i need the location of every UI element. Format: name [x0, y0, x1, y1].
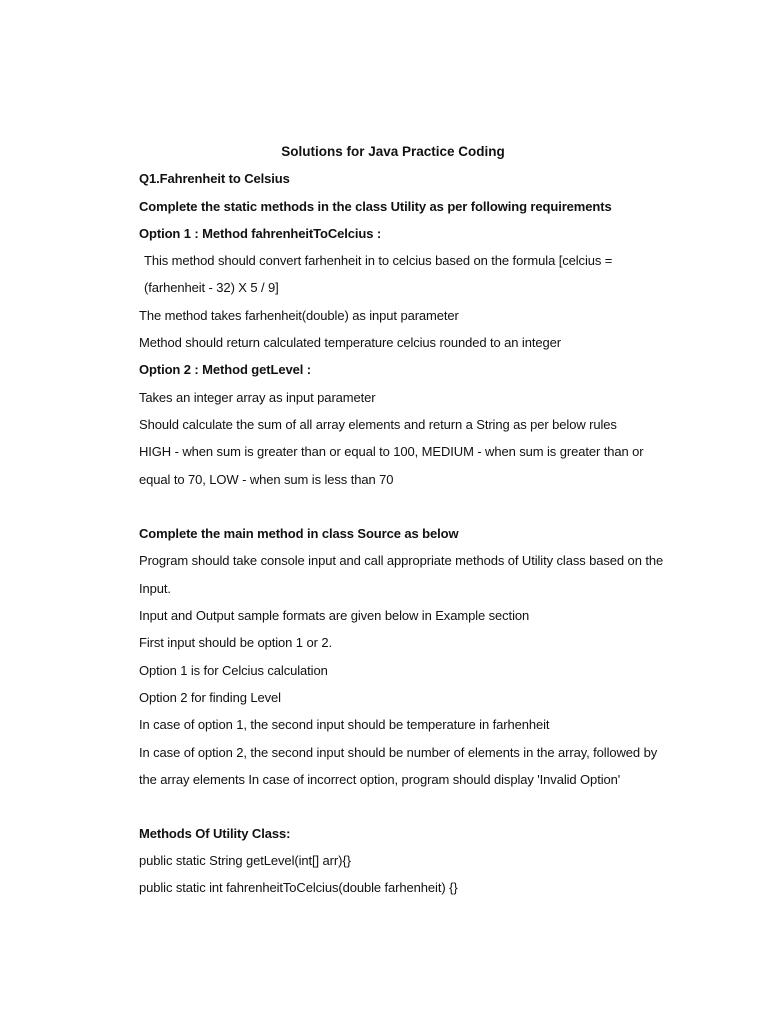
text-line: Method should return calculated temperature celcius rounded to an integer	[139, 335, 561, 350]
text-line: First input should be option 1 or 2.	[139, 635, 332, 650]
text-line: Input.	[139, 581, 171, 596]
main-method-heading: Complete the main method in class Source as below	[139, 526, 459, 541]
text-line: Takes an integer array as input parameter	[139, 390, 376, 405]
text-line: In case of option 2, the second input should be number of elements in the array, followed by	[139, 745, 658, 760]
text-line: (farhenheit - 32) X 5 / 9]	[144, 280, 279, 295]
text-line: Should calculate the sum of all array elements and return a String as per below rules	[139, 417, 617, 432]
text-line: Input and Output sample formats are given below in Example section	[139, 608, 530, 623]
code-line: public static String getLevel(int[] arr){}	[139, 853, 351, 868]
text-line: The method takes farhenheit(double) as input parameter	[139, 308, 459, 323]
option-1-heading: Option 1 : Method fahrenheitToCelcius :	[139, 226, 382, 241]
utility-methods-heading: Methods Of Utility Class:	[139, 826, 291, 841]
text-line: This method should convert farhenheit in to celcius based on the formula [celcius =	[144, 253, 613, 268]
text-line: Complete the static methods in the class Utility as per following requirements	[139, 199, 612, 214]
option-2-heading: Option 2 : Method getLevel :	[139, 362, 311, 377]
document-title: Solutions for Java Practice Coding	[281, 144, 505, 159]
question-heading: Q1.Fahrenheit to Celsius	[139, 171, 290, 186]
text-line: the array elements In case of incorrect option, program should display 'Invalid Option'	[139, 772, 621, 787]
text-line: Option 2 for finding Level	[139, 690, 281, 705]
text-line: equal to 70, LOW - when sum is less than 70	[139, 472, 394, 487]
code-line: public static int fahrenheitToCelcius(double farhenheit) {}	[139, 880, 458, 895]
text-line: Program should take console input and call appropriate methods of Utility class based on the	[139, 553, 664, 568]
text-line: HIGH - when sum is greater than or equal to 100, MEDIUM - when sum is greater than or	[139, 444, 644, 459]
text-line: Option 1 is for Celcius calculation	[139, 663, 328, 678]
text-line: In case of option 1, the second input should be temperature in farhenheit	[139, 717, 550, 732]
